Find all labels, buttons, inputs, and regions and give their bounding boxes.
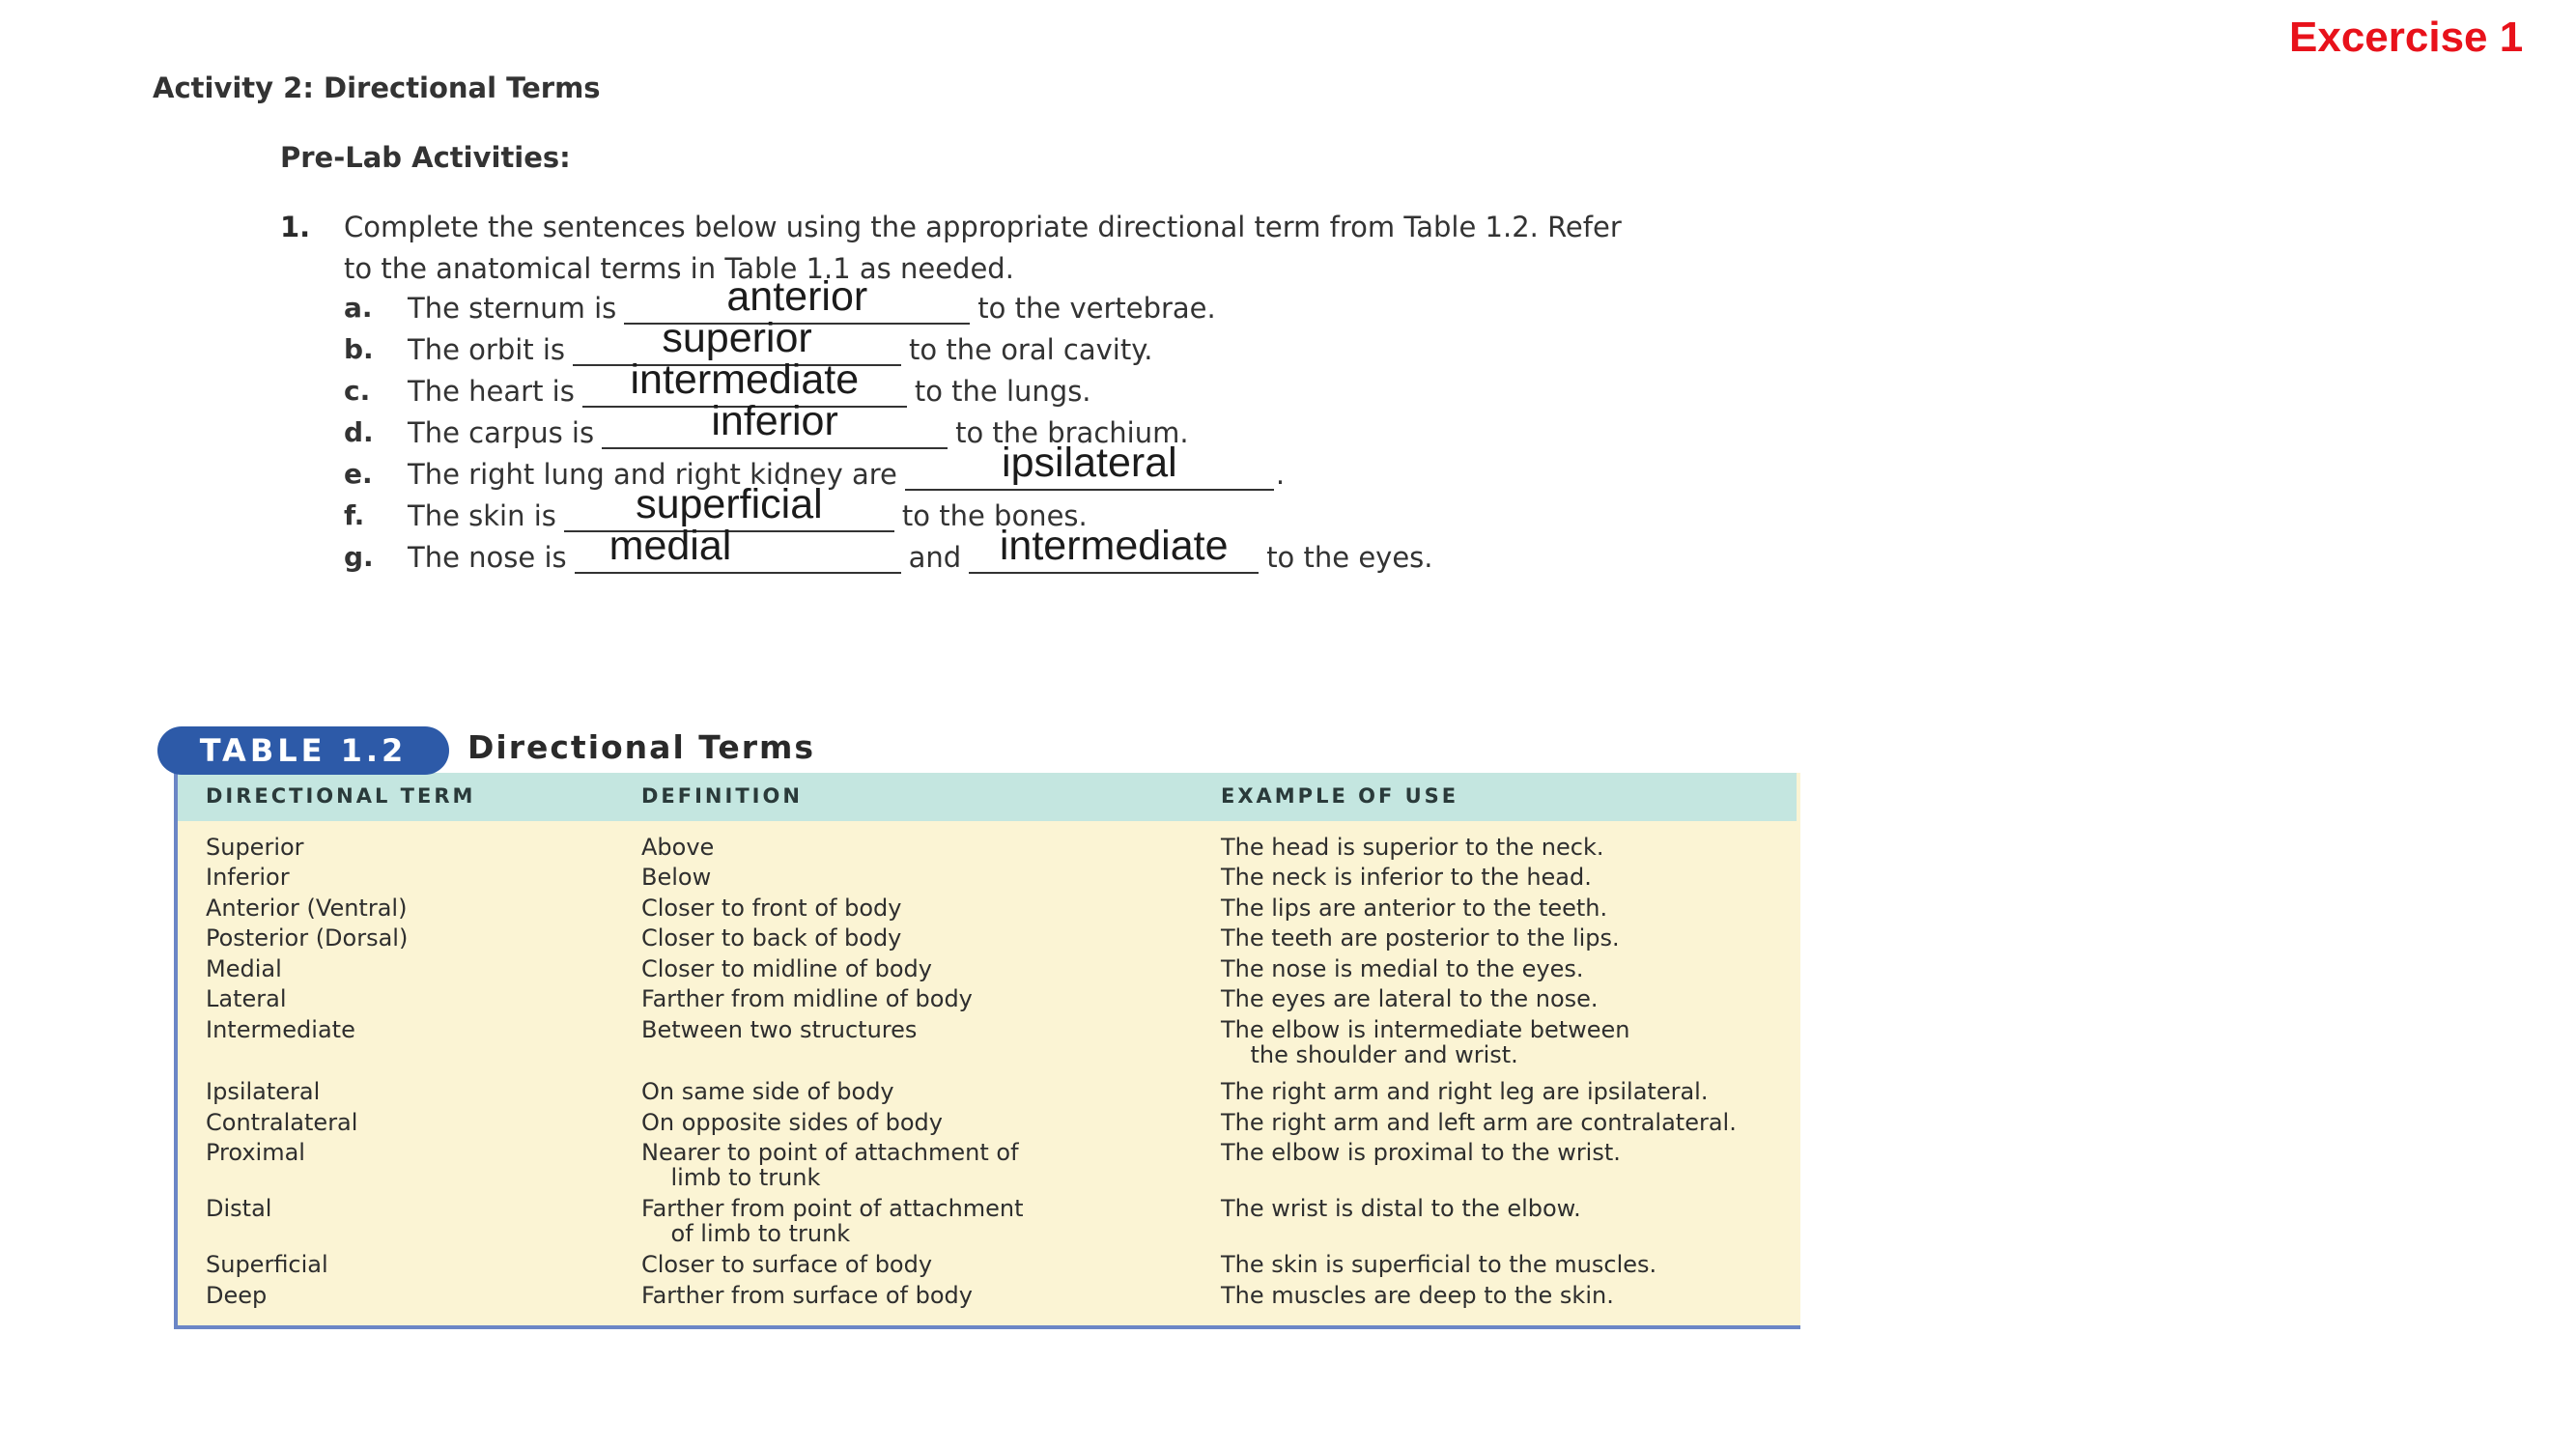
sentence-after: to the lungs. [914, 375, 1091, 408]
answer-blank[interactable] [602, 398, 948, 449]
column-header-definition: DEFINITION [641, 784, 803, 808]
question-text-line-1: Complete the sentences below using the appropriate directional term from Table 1.2. Refer [344, 211, 1622, 243]
example-cell: The neck is inferior to the head. [1221, 864, 1592, 891]
term-cell: Superficial [206, 1251, 328, 1278]
sentence-before: The right lung and right kidney are [408, 458, 897, 491]
sentence-before: The orbit is [408, 333, 566, 366]
answer-blank[interactable] [905, 440, 1274, 491]
definition-cell: Closer to surface of body [641, 1251, 933, 1278]
table-badge: TABLE 1.2 [157, 726, 449, 775]
sentence-after: to the bones. [901, 499, 1088, 532]
sentence-after: to the brachium. [955, 416, 1189, 449]
definition-cell: Below [641, 864, 712, 891]
example-cell: The right arm and right leg are ipsilateral. [1221, 1078, 1709, 1105]
sentence-letter: b. [344, 333, 374, 365]
exercise-label: Excercise 1 [2289, 14, 2524, 61]
definition-cell: Farther from midline of body [641, 985, 973, 1012]
column-header-example: EXAMPLE OF USE [1221, 784, 1459, 808]
example-cell: The right arm and left arm are contralateral. [1221, 1109, 1737, 1136]
sentence-before: The sternum is [408, 292, 617, 325]
answer-text: inferior [711, 398, 838, 444]
sentence-letter: d. [344, 416, 374, 448]
term-cell: Ipsilateral [206, 1078, 321, 1105]
column-header-term: DIRECTIONAL TERM [206, 784, 476, 808]
sentence-after: to the vertebrae. [977, 292, 1216, 325]
sentence-after: to the eyes. [1266, 541, 1433, 574]
example-cell: The nose is medial to the eyes. [1221, 955, 1584, 982]
sentence-before: The carpus is [408, 416, 595, 449]
answer-text: superficial [636, 481, 823, 527]
definition-cell: Farther from surface of body [641, 1282, 973, 1309]
answer-text: intermediate [999, 523, 1229, 569]
sentence-before: The nose is [408, 541, 567, 574]
sentence-letter: a. [344, 292, 373, 324]
example-cell: The elbow is intermediate between the shoulder and wrist. [1221, 1016, 1630, 1068]
definition-cell: Nearer to point of attachment of limb to trunk [641, 1139, 1019, 1191]
definition-cell: Farther from point of attachment of limb to trunk [641, 1195, 1024, 1247]
table-title: Directional Terms [467, 728, 816, 766]
term-cell: Deep [206, 1282, 268, 1309]
definition-cell: Closer to back of body [641, 924, 902, 952]
term-cell: Proximal [206, 1139, 305, 1166]
example-cell: The elbow is proximal to the wrist. [1221, 1139, 1621, 1166]
example-cell: The wrist is distal to the elbow. [1221, 1195, 1581, 1222]
term-cell: Superior [206, 834, 304, 861]
example-cell: The skin is superficial to the muscles. [1221, 1251, 1657, 1278]
question-number: 1. [280, 211, 311, 243]
term-cell: Medial [206, 955, 282, 982]
sentence-after: . [1275, 458, 1286, 491]
definition-cell: Closer to midline of body [641, 955, 932, 982]
answer-text: anterior [726, 273, 868, 320]
answer-text: intermediate [630, 356, 860, 403]
term-cell: Lateral [206, 985, 287, 1012]
term-cell: Posterior (Dorsal) [206, 924, 409, 952]
answer-text: medial [609, 523, 732, 569]
answer-blank[interactable] [575, 523, 901, 574]
question-text-line-2: to the anatomical terms in Table 1.1 as needed. [344, 252, 1014, 285]
term-cell: Contralateral [206, 1109, 358, 1136]
definition-cell: Closer to front of body [641, 895, 902, 922]
example-cell: The teeth are posterior to the lips. [1221, 924, 1620, 952]
definition-cell: Between two structures [641, 1016, 918, 1043]
answer-text: superior [662, 315, 812, 361]
example-cell: The lips are anterior to the teeth. [1221, 895, 1608, 922]
sentence-letter: e. [344, 458, 373, 490]
sentence-before: The heart is [408, 375, 575, 408]
definition-cell: Above [641, 834, 715, 861]
example-cell: The eyes are lateral to the nose. [1221, 985, 1599, 1012]
prelab-heading: Pre-Lab Activities: [280, 141, 571, 174]
sentence-after: to the oral cavity. [909, 333, 1153, 366]
sentence-letter: c. [344, 375, 371, 407]
sentence-letter: g. [344, 541, 374, 573]
activity-title: Activity 2: Directional Terms [153, 71, 601, 104]
answer-blank[interactable] [969, 523, 1259, 574]
term-cell: Intermediate [206, 1016, 355, 1043]
answer-text: ipsilateral [1002, 440, 1177, 486]
term-cell: Anterior (Ventral) [206, 895, 408, 922]
term-cell: Inferior [206, 864, 290, 891]
example-cell: The head is superior to the neck. [1221, 834, 1604, 861]
term-cell: Distal [206, 1195, 272, 1222]
sentence-letter: f. [344, 499, 365, 531]
example-cell: The muscles are deep to the skin. [1221, 1282, 1614, 1309]
definition-cell: On same side of body [641, 1078, 894, 1105]
sentence-before: The skin is [408, 499, 556, 532]
sentence-middle: and [908, 541, 962, 574]
definition-cell: On opposite sides of body [641, 1109, 943, 1136]
sentence-body [408, 523, 1433, 574]
